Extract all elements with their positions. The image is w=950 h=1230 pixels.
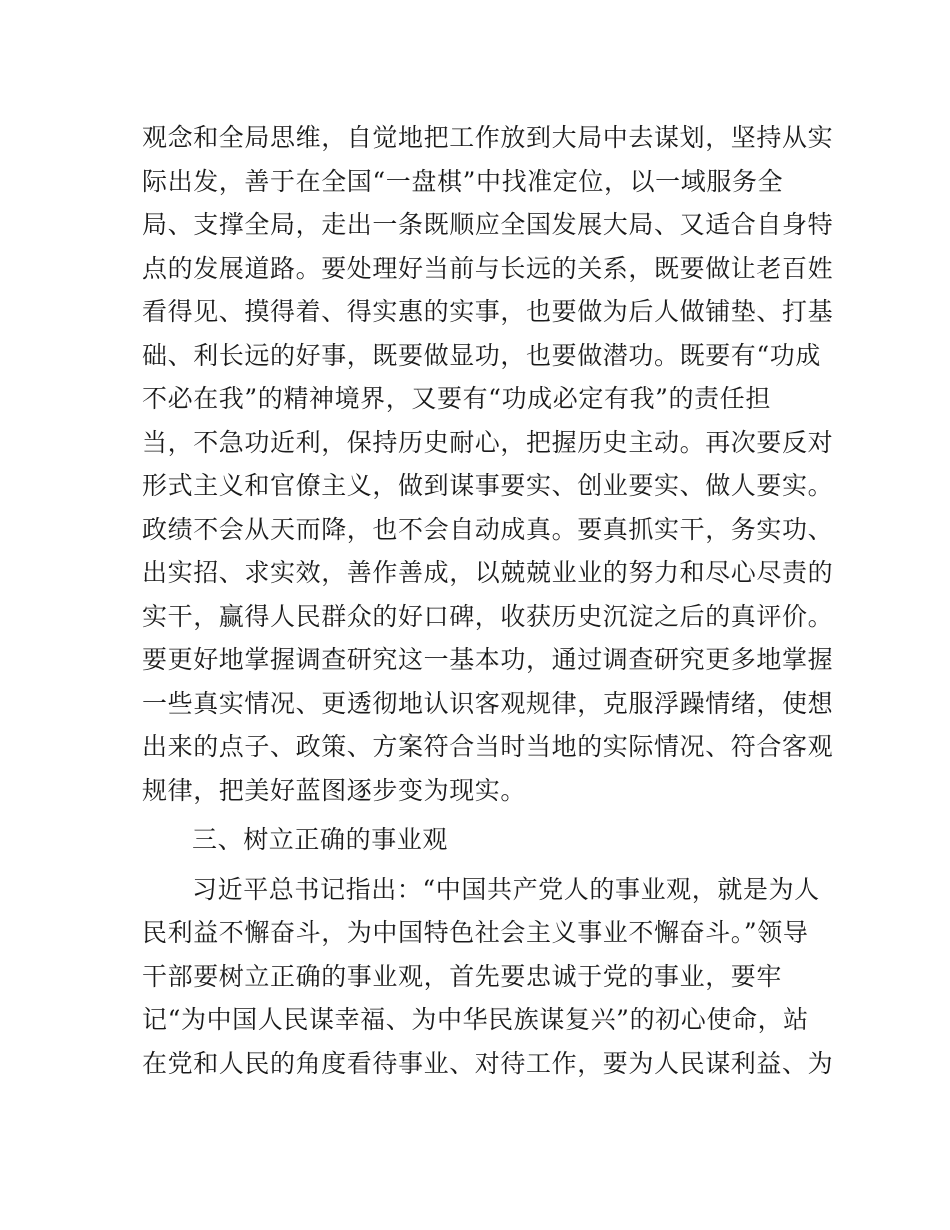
body-line: 点的发展道路。要处理好当前与长远的关系，既要做让老百姓 xyxy=(142,253,834,283)
body-line: 要更好地掌握调查研究这一基本功，通过调查研究更多地掌握 xyxy=(142,645,834,674)
body-line: 一些真实情况、更透彻地认识客观规律，克服浮躁情绪，使想 xyxy=(142,688,834,718)
body-line: 在党和人民的角度看待事业、对待工作，要为人民谋利益、为 xyxy=(142,1048,834,1078)
document-body xyxy=(142,116,834,1085)
body-line: 际出发，善于在全国“一盘棋”中找准定位，以一域服务全 xyxy=(142,166,784,196)
body-line: 记“为中国人民谋幸福、为中华民族谋复兴”的初心使命，站 xyxy=(142,1005,809,1034)
body-line: 政绩不会从天而降，也不会自动成真。要真抓实干，务实功、 xyxy=(142,514,834,544)
body-line: 观念和全局思维，自觉地把工作放到大局中去谋划，坚持从实 xyxy=(142,123,834,152)
section-heading: 三、树立正确的事业观 xyxy=(192,825,449,854)
body-line: 不必在我”的精神境界，又要有“功成必定有我”的责任担 xyxy=(142,384,771,413)
body-line: 局、支撑全局，走出一条既顺应全国发展大局、又适合自身特 xyxy=(142,210,834,239)
body-line: 实干，赢得人民群众的好口碑，收获历史沉淀之后的真评价。 xyxy=(142,601,834,631)
body-line: 规律，把美好蓝图逐步变为现实。 xyxy=(142,775,527,805)
body-line: 出来的点子、政策、方案符合当时当地的实际情况、符合客观 xyxy=(142,732,834,761)
body-line: 看得见、摸得着、得实惠的实事，也要做为后人做铺垫、打基 xyxy=(142,297,834,326)
body-line: 习近平总书记指出：“中国共产党人的事业观，就是为人 xyxy=(192,874,820,904)
body-line: 出实招、求实效，善作善成，以兢兢业业的努力和尽心尽责的 xyxy=(142,558,834,587)
body-line: 础、利长远的好事，既要做显功，也要做潜功。既要有“功成 xyxy=(142,340,821,370)
body-line: 当，不急功近利，保持历史耐心，把握历史主动。再次要反对 xyxy=(142,427,834,457)
body-line: 形式主义和官僚主义，做到谋事要实、创业要实、做人要实。 xyxy=(142,471,834,500)
body-line: 干部要树立正确的事业观，首先要忠诚于党的事业，要牢 xyxy=(142,961,783,991)
body-line: 民利益不懈奋斗，为中国特色社会主义事业不懈奋斗。”领导 xyxy=(142,918,809,947)
